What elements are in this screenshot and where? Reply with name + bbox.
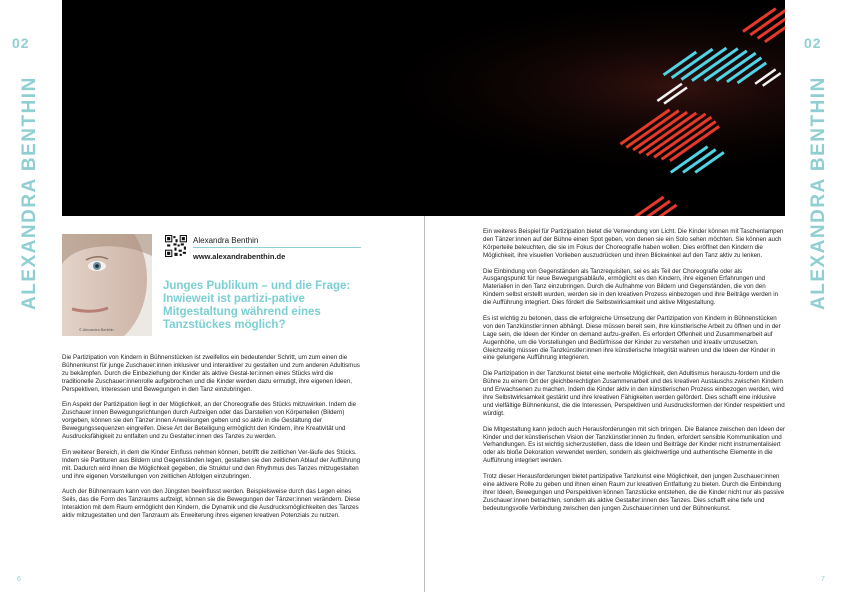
author-name: Alexandra Benthin xyxy=(193,236,259,245)
paragraph: Ein weiterer Bereich, in dem die Kinder Einfluss nehmen können, betrifft die zeitlichen Ver-läufe des Stücks. Indem sie Partituren aus Bildern und Gegenständen legen, gestalten sie den zeitlichen Ablauf der Aufführung mit. Dadurch wird ihnen die Möglichkeit gegeben, die Struktur und den Rhythmus des Tanzes mitzugestalten und ihre eigenen Vorstellungen von zeitlichen Abfolgen einzubringen. xyxy=(62,448,361,480)
paragraph: Die Partizipation von Kindern in Bühnenstücken ist zweifellos ein bedeutender Schritt, um zum einen die Bühnenkunst für junge Zuschauer:innen inklusiver und interaktiver zu gestalten und zum anderen Adultismus zu bekämpfen. Durch die Einbeziehung der Kinder als aktive Gestal-ter:innen eines Stücks wird die traditionelle Zuschauer:innenrolle aufgebrochen und die Kinder werden dazu ermutigt, ihre eigenen Ideen, Perspektiven, Interessen und Bewegungen in den Tanz einzubringen. xyxy=(62,354,360,393)
page-label: 02 xyxy=(804,35,822,51)
article-headline: Junges Publikum – und die Frage: Inwieweit ist partizi-pative Mitgestaltung während eines Tanzstückes möglich? xyxy=(163,280,351,331)
page-folio: 6 xyxy=(17,576,21,583)
author-portrait xyxy=(62,234,152,336)
paragraph: Auch der Bühnenraum kann von den Jüngsten beeinflusst werden. Beispielsweise durch das Legen eines Seils, das die Form des Tanzraums aufzeigt, können sie die Bewegungen der Tänzer:innen verändern. Diese Interaktion mit dem Raum ermöglicht den Kindern, die Dynamik und die Ausdrucksmöglichkeiten des Tanzes aktiv mitzugestalten und den Tanzraum als Erweiterung ihres eigenen kreativen Potenzials zu nutzen. xyxy=(62,488,361,520)
light-figure-image xyxy=(62,0,785,216)
right-body-column xyxy=(483,228,786,520)
paragraph: Trotz dieser Herausforderungen bietet partizipative Tanzkunst eine Möglichkeit, den jungen Zuschauer:innen eine aktivere Rolle zu geben und ihnen einen Raum zur kreativen Entfaltung zu bieten. Durch die Einbindung ihrer Ideen, Bewegungen und Perspektiven können Tanzstücke entstehen, die die Kinder nicht nur als passive Zuschauer:innen betrachten, sondern als aktive Gestalter:innen des Tanzes. Dies schafft eine tiefe und bedeutungsvolle Verbindung zwischen den jungen Zuschauer:innen und der Bühnenkunst. xyxy=(483,473,785,512)
divider-line xyxy=(193,247,361,248)
paragraph: Ein Aspekt der Partizipation liegt in der Möglichkeit, an der Choreografie des Stücks mitzuwirken. Indem die Zuschauer:innen Bewegungsrichtungen durch Aufzeigen oder das Darstellen von Körperteilen (Bildern) vorgeben, können sie den Tänzer:innen Anweisungen geben und so aktiv in die Gestaltung der Bewegungssequenzen eingreifen. Diese Art der Beteiligung ermöglicht den Kindern, ihre Kreativität und Ausdrucksfähigkeit zu entfalten und zu Gestalter:innen des Tanzes zu werden. xyxy=(62,401,357,441)
left-body-column xyxy=(62,354,362,528)
portrait-image xyxy=(62,234,152,336)
paragraph: Die Mitgestaltung kann jedoch auch Herausforderungen mit sich bringen. Die Balance zwischen den Ideen der Kinder und der künstlerischen Vision der Tanzkünstler:innen zu finden, erfordert sensible Kommunikation und Verhandlungen. Es ist wichtig sicherzustellen, dass die Ideen und Beiträge der Kinder nicht instrumentalisiert oder als bloße Dekoration verwendet werden, sondern als gleichwertige und authentische Elemente in die Aufführung integriert werden. xyxy=(483,425,785,465)
paragraph: Die Einbindung von Gegenständen als Tanzrequisiten, sei es als Teil der Choreografie oder als Ausgangspunkt für neue Bewegungsabläufe, ermöglicht es den Kindern, ihre eigenen Erfahrungen und Materialien in den Tanz einzubringen. Durch die Aufnahme von Bildern und Gegenständen, die von den Kindern selbst erstellt wurden, werden sie in den kreativen Prozess einbezogen und ihre Beiträge werden in die Aufführung integriert. Dies fördert die Selbstwirksamkeit und aktive Mitgestaltung. xyxy=(483,267,779,307)
portrait-credit: © Alexandra Benthin xyxy=(79,328,114,332)
author-website-link[interactable]: www.alexandrabenthin.de xyxy=(193,252,286,261)
paragraph: Ein weiteres Beispiel für Partizipation bietet die Verwendung von Licht. Die Kinder können mit Taschenlampen den Tänzer:innen auf der Bühne einen Spot geben, von denen sie ein Solo sehen möchten. Sie können auch Körperteile beleuchten, die sie im Fokus der Choreografie haben wollen. Dies eröffnet den Kindern die Möglichkeit, ihre visuellen Vorlieben auszudrücken und ihren Blickwinkel auf den Tanz aktiv zu lenken. xyxy=(483,228,784,259)
qr-code-icon xyxy=(165,235,187,257)
page-label: 02 xyxy=(12,35,30,51)
paragraph: Die Partizipation in der Tanzkunst bietet eine wertvolle Möglichkeit, den Adultismus herauszu-fordern und die Bühne zu einem Ort der gleichberechtigten Zusammenarbeit und des kreativen Austauschs zwischen Kindern und Erwachsenen zu machen. Indem die Kinder aktiv in den künstlerischen Prozess einbezogen werden, wird ihre Selbstwirksamkeit gestärkt und ihre kreativen Fähigkeiten werden gefördert. Dies schafft eine inklusive und vielfältige Bühnenkunst, die die Interessen, Perspektiven und Ausdrucksformen der Kinder respektiert und würdigt. xyxy=(483,370,785,417)
vertical-author-name: ALEXANDRA BENTHIN xyxy=(808,76,829,310)
vertical-author-name: ALEXANDRA BENTHIN xyxy=(19,76,40,310)
paragraph: Es ist wichtig zu betonen, dass die erfolgreiche Umsetzung der Partizipation von Kindern in Bühnenstücken von den Tanzkünstler:innen abhängt. Diese müssen bereit sein, ihre künstlerische Arbeit zu öffnen und in der Lage sein, die Ideen der Kinder on demand aufzu-greifen. Es erfordert Offenheit und Zusammenarbeit auf Augenhöhe, um die Vorstellungen und Bedürfnisse der Kinder zu verstehen und kreativ umzusetzen. Gleichzeitig müssen die Tanzkünstler:innen ihre künstlerische Integrität wahren und die Ideen der Kinder in eine gelungene Aufführung integrieren. xyxy=(483,314,781,362)
page-folio: 7 xyxy=(821,576,825,583)
hero-photo xyxy=(62,0,785,216)
